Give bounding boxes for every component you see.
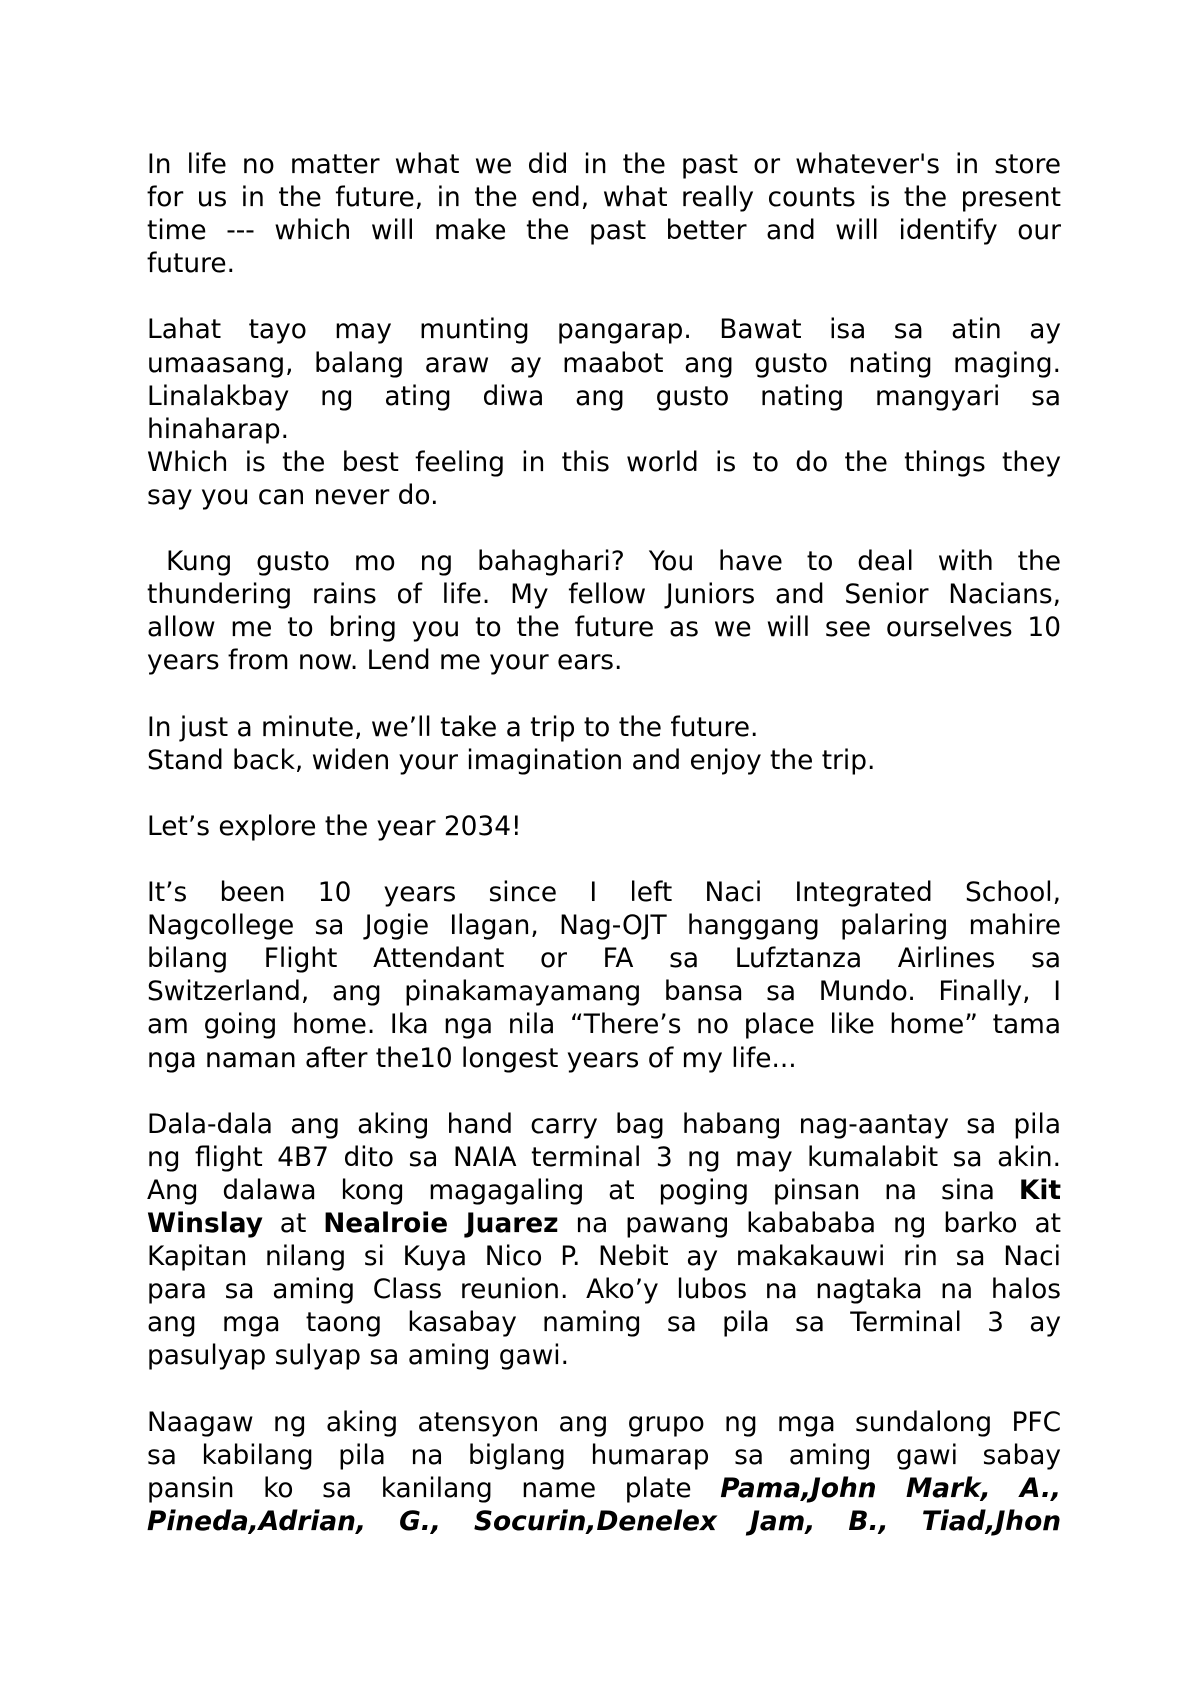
text-line: allow me to bring you to the future as we will see ourselves 10	[147, 612, 1061, 644]
text-line: Pineda,Adrian, G., Socurin,Denelex Jam, B., Tiad,Jhon	[147, 1505, 1061, 1537]
text-run: Ang dalawa kong magagaling at poging pinsan na sina	[147, 1174, 1019, 1206]
text-line: thundering rains of life. My fellow Juniors and Senior Nacians,	[147, 579, 1061, 611]
bold-name: Winslay	[147, 1208, 263, 1239]
text-line: Linalakbay ng ating diwa ang gusto nating mangyari sa	[147, 380, 1061, 412]
text-run: pansin ko sa kanilang name plate	[147, 1472, 721, 1504]
text-line: years from now. Lend me your ears.	[147, 645, 623, 677]
text-line	[147, 1174, 1061, 1207]
paragraph-soldiers	[147, 1406, 1061, 1538]
text-line: bilang Flight Attendant or FA sa Lufztanza Airlines sa	[147, 943, 1061, 975]
paragraph-intro	[147, 148, 1061, 280]
document-body	[147, 148, 1061, 1538]
text-line: sa kabilang pila na biglang humarap sa aming gawi sabay	[147, 1439, 1061, 1471]
text-line: for us in the future, in the end, what really counts is the present	[147, 182, 1061, 214]
text-line: am going home. Ika nga nila “There’s no place like home” tama	[147, 1009, 1061, 1041]
text-line: Kapitan nilang si Kuya Nico P. Nebit ay makakauwi rin sa Naci	[147, 1241, 1061, 1273]
text-run: at	[262, 1208, 324, 1239]
text-line: Naagaw ng aking atensyon ang grupo ng mga sundalong PFC	[147, 1406, 1061, 1438]
paragraph-trip	[147, 711, 1061, 777]
text-line: Switzerland, ang pinakamayamang bansa sa Mundo. Finally, I	[147, 976, 1061, 1008]
text-line: It’s been 10 years since I left Naci Integrated School,	[147, 877, 1061, 909]
text-line: para sa aming Class reunion. Ako’y lubos na nagtaka na halos	[147, 1274, 1061, 1306]
text-line: Stand back, widen your imagination and enjoy the trip.	[147, 744, 876, 776]
text-line: umaasang, balang araw ay maabot ang gusto nating maging.	[147, 347, 1061, 379]
text-line: pasulyap sulyap sa aming gawi.	[147, 1340, 570, 1372]
bold-name: Nealroie Juarez	[323, 1208, 559, 1239]
paragraph-airport	[147, 1108, 1061, 1373]
text-line: Lahat tayo may munting pangarap. Bawat isa sa atin ay	[147, 314, 1061, 346]
paragraph-bahaghari	[147, 545, 1061, 677]
text-line: nga naman after the10 longest years of my life...	[147, 1042, 797, 1074]
text-line: ng flight 4B7 dito sa NAIA terminal 3 ng may kumalabit sa akin.	[147, 1141, 1061, 1173]
text-run: na pawang kabababa ng barko at	[558, 1208, 1061, 1239]
text-line: ang mga taong kasabay naming sa pila sa Terminal 3 ay	[147, 1307, 1061, 1339]
text-line	[147, 1472, 1061, 1505]
text-line: time --- which will make the past better and will identify our	[147, 215, 1061, 247]
text-line: Nagcollege sa Jogie Ilagan, Nag-OJT hanggang palaring mahire	[147, 910, 1061, 942]
text-line: future.	[147, 248, 235, 280]
text-line	[147, 1207, 1061, 1240]
paragraph-ten-years	[147, 876, 1061, 1075]
text-line: Kung gusto mo ng bahaghari? You have to deal with the	[166, 546, 1061, 578]
text-line: hinaharap.	[147, 413, 290, 445]
text-line: Which is the best feeling in this world is to do the things they	[147, 446, 1061, 478]
text-line: say you can never do.	[147, 479, 439, 511]
paragraph-pangarap	[147, 313, 1061, 512]
bold-italic-names: Pama,John Mark, A.,	[720, 1472, 1061, 1504]
bold-name: Kit	[1018, 1174, 1061, 1206]
text-line: In just a minute, we’ll take a trip to the future.	[147, 711, 759, 743]
text-line: Let’s explore the year 2034!	[147, 810, 522, 842]
paragraph-year	[147, 810, 1061, 843]
text-line: In life no matter what we did in the past or whatever's in store	[147, 149, 1061, 180]
text-line: Dala-dala ang aking hand carry bag habang nag-aantay sa pila	[147, 1108, 1061, 1140]
